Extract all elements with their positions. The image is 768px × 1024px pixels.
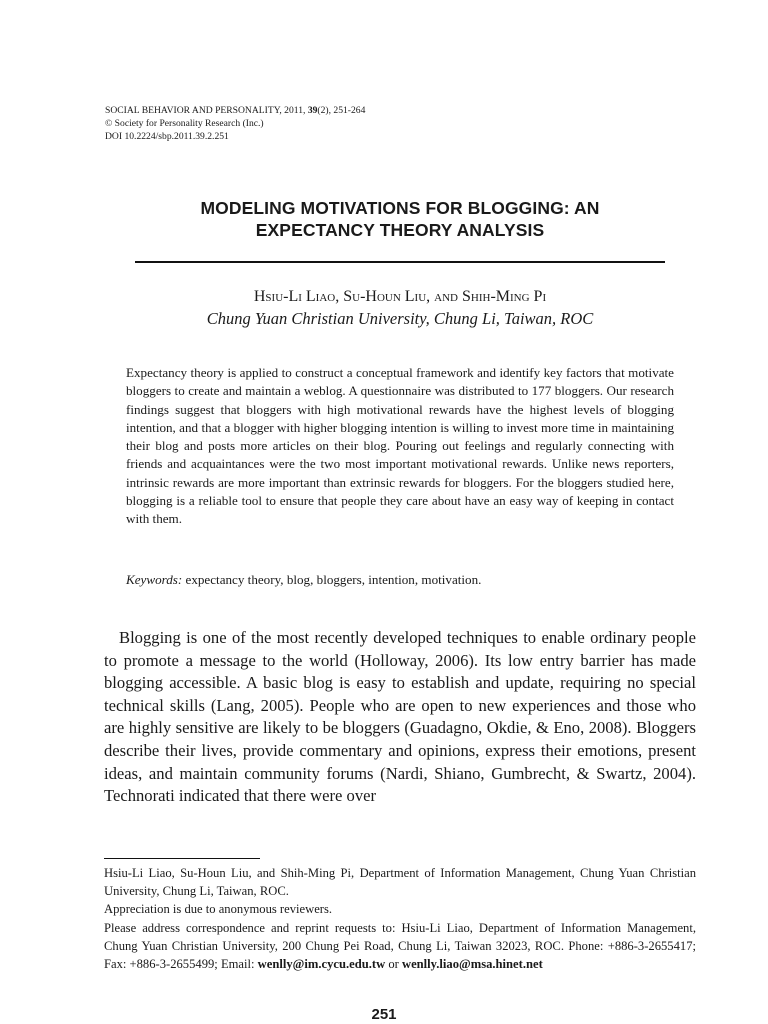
journal-name: SOCIAL BEHAVIOR AND PERSONALITY, 2011, [105, 105, 308, 116]
email-link-2[interactable]: wenlly.liao@msa.hinet.net [401, 957, 543, 972]
keywords-list: expectancy theory, blog, bloggers, intention, motivation. [182, 572, 482, 587]
title-line-2: EXPECTANCY THEORY ANALYSIS [255, 220, 545, 240]
keywords-label: Keywords: [126, 572, 183, 587]
author-list: Hsiu-Li Liao, Su-Houn Liu, and Shih-Ming Pi [253, 288, 547, 305]
footnote-affiliation: Hsiu-Li Liao, Su-Houn Liu, and Shih-Ming Pi, Department of Information Management, Chung Yuan Christian University, Chung Li, Taiwan, ROC. [104, 866, 696, 899]
footnotes [104, 864, 696, 973]
correspondence-text: Please address correspondence and reprint requests to: Hsiu-Li Liao, Department of Information Management, Chung Yuan Christian University, 200 Chung Pei Road, Chung Li, Taiwan 32023, ROC. Phone: +886-3-2655417; Fax: +886-3-2655499; Email: [104, 920, 696, 972]
email-link-1[interactable]: wenlly@im.cycu.edu.tw [257, 957, 386, 972]
footnote-correspondence [104, 919, 696, 974]
journal-issue-pages: (2), 251-264 [317, 105, 366, 116]
title-line-1: MODELING MOTIVATIONS FOR BLOGGING: AN [200, 198, 600, 218]
email-separator: or [385, 957, 402, 972]
keywords [126, 571, 674, 589]
footnote-appreciation: Appreciation is due to anonymous reviewers. [104, 902, 333, 917]
title-divider [135, 261, 665, 263]
abstract: Expectancy theory is applied to construct a conceptual framework and identify key factors that motivate bloggers to create and maintain a weblog. A questionnaire was distributed to 177 bloggers. Our research findings suggest that bloggers with high motivational rewards have the highest levels of blogging intention, and that a blogger with higher blogging intention is willing to invest more time in maintaining their blog and posts more articles on their blog. Pouring out feelings and regularly connecting with friends and acquaintances were the two most important motivational rewards. Unlike news reporters, intrinsic rewards are more important than extrinsic rewards for bloggers. For the bloggers studied here, blogging is a reliable tool to ensure that people they care about have an easy way of keeping in contact with them. [126, 365, 674, 527]
journal-citation [105, 104, 365, 117]
doi-line: DOI 10.2224/sbp.2011.39.2.251 [105, 131, 229, 142]
article-title [105, 197, 695, 241]
copyright-line: © Society for Personality Research (Inc.) [105, 118, 264, 129]
footnote-divider [104, 858, 260, 859]
page-number: 251 [371, 1006, 397, 1023]
journal-volume: 39 [307, 105, 318, 116]
author-affiliation: Chung Yuan Christian University, Chung Li, Taiwan, ROC [206, 309, 594, 328]
body-paragraph: Blogging is one of the most recently developed techniques to enable ordinary people to promote a message to the world (Holloway, 2006). Its low entry barrier has made blogging accessible. A basic blog is easy to establish and update, requiring no special technical skills (Lang, 2005). People who are open to new experiences and those who are highly sensitive are likely to be bloggers (Guadagno, Okdie, & Eno, 2008). Bloggers describe their lives, provide commentary and opinions, express their emotions, present ideas, and maintain community forums (Nardi, Shiano, Gumbrecht, & Swartz, 2004). Technorati indicated that there were over [104, 628, 696, 806]
journal-header [105, 104, 365, 143]
